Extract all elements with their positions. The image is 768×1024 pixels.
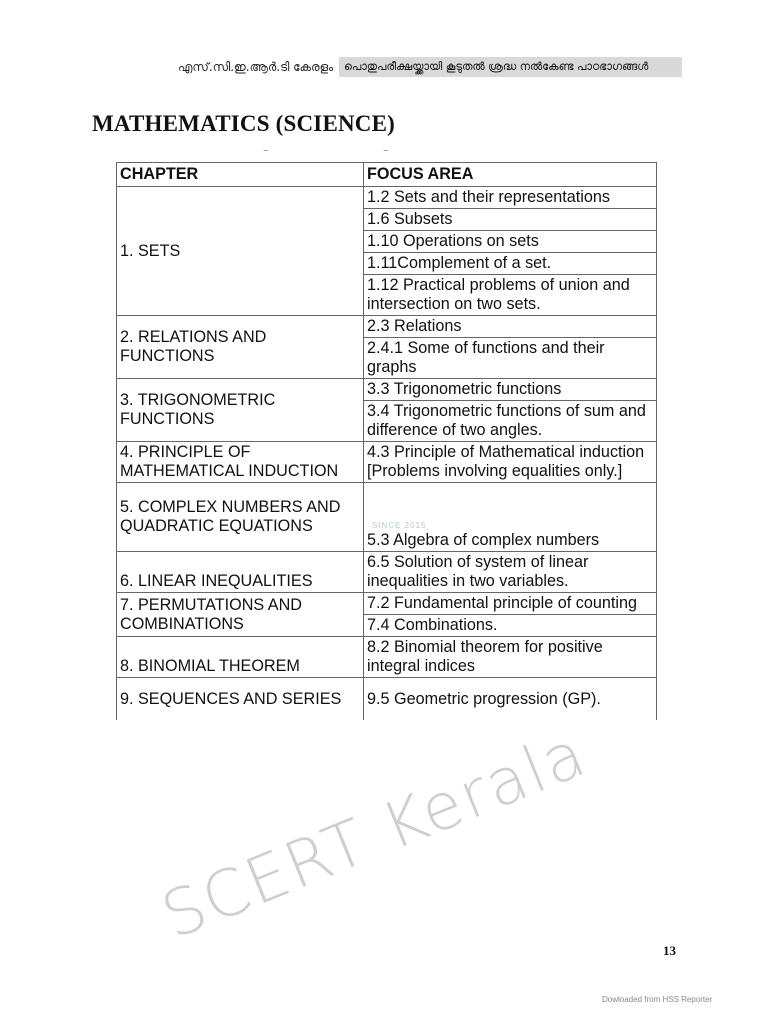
focus-cell: 7.4 Combinations.: [364, 615, 657, 637]
focus-cell: 3.3 Trigonometric functions: [364, 379, 657, 401]
syllabus-table: [116, 162, 657, 720]
focus-cell: 8.2 Binomial theorem for positive integral indices: [364, 637, 657, 678]
focus-cell: 3.4 Trigonometric functions of sum and difference of two angles.: [364, 401, 657, 442]
page-title: MATHEMATICS (SCIENCE): [92, 111, 396, 136]
chapter-cell: 5. COMPLEX NUMBERS AND QUADRATIC EQUATIONS: [117, 483, 364, 552]
focus-cell: 2.4.1 Some of functions and their graphs: [364, 338, 657, 379]
focus-cell: 1.12 Practical problems of union and intersection on two sets.: [364, 275, 657, 316]
chapter-column-header: CHAPTER: [117, 163, 364, 187]
chapter-cell: 4. PRINCIPLE OF MATHEMATICAL INDUCTION: [117, 442, 364, 483]
focus-cell: 1.11Complement of a set.: [364, 253, 657, 275]
focus-column-header: FOCUS AREA: [364, 163, 657, 187]
chapter-cell: 9. SEQUENCES AND SERIES: [117, 678, 364, 721]
table-row: [117, 442, 657, 483]
table-row: [117, 552, 657, 593]
tick-mark: ‾: [384, 150, 388, 161]
table-header-row: [117, 163, 657, 187]
chapter-cell: 2. RELATIONS AND FUNCTIONS: [117, 316, 364, 379]
chapter-cell: 8. BINOMIAL THEOREM: [117, 637, 364, 678]
scert-watermark: SCERT Kerala: [152, 716, 597, 954]
table-row: [117, 637, 657, 678]
focus-cell: 1.10 Operations on sets: [364, 231, 657, 253]
focus-cell: 2.3 Relations: [364, 316, 657, 338]
page-number: 13: [663, 943, 676, 958]
focus-cell: 7.2 Fundamental principle of counting: [364, 593, 657, 615]
focus-cell: 9.5 Geometric progression (GP).: [364, 678, 657, 721]
chapter-cell: 6. LINEAR INEQUALITIES: [117, 552, 364, 593]
focus-cell: 1.6 Subsets: [364, 209, 657, 231]
table-row: [117, 316, 657, 338]
table-row: [117, 187, 657, 209]
focus-cell: 1.2 Sets and their representations: [364, 187, 657, 209]
tick-mark: ‾: [264, 150, 268, 161]
focus-cell: 5.3 Algebra of complex numbers: [364, 483, 657, 552]
table-row: [117, 593, 657, 615]
focus-cell: 4.3 Principle of Mathematical induction [Problems involving equalities only.]: [364, 442, 657, 483]
chapter-cell: 3. TRIGONOMETRIC FUNCTIONS: [117, 379, 364, 442]
chapter-cell: 1. SETS: [117, 187, 364, 316]
header-left-text: എസ്.സി.ഇ.ആർ.ടി കേരളം: [178, 60, 334, 74]
logo-watermark: SINCE 2015: [372, 521, 427, 530]
chapter-cell: 7. PERMUTATIONS AND COMBINATIONS: [117, 593, 364, 637]
table-row: [117, 483, 657, 552]
footer-note: Dowloaded from HSS Reporter: [602, 995, 713, 1004]
header-right-banner: പൊതുപരീക്ഷയ്ക്കായി കൂടുതൽ ശ്രദ്ധ നൽകേണ്ട പാഠഭാഗങ്ങൾ: [339, 57, 682, 77]
table-row: [117, 379, 657, 401]
focus-cell: 6.5 Solution of system of linear inequalities in two variables.: [364, 552, 657, 593]
table-row: [117, 678, 657, 721]
